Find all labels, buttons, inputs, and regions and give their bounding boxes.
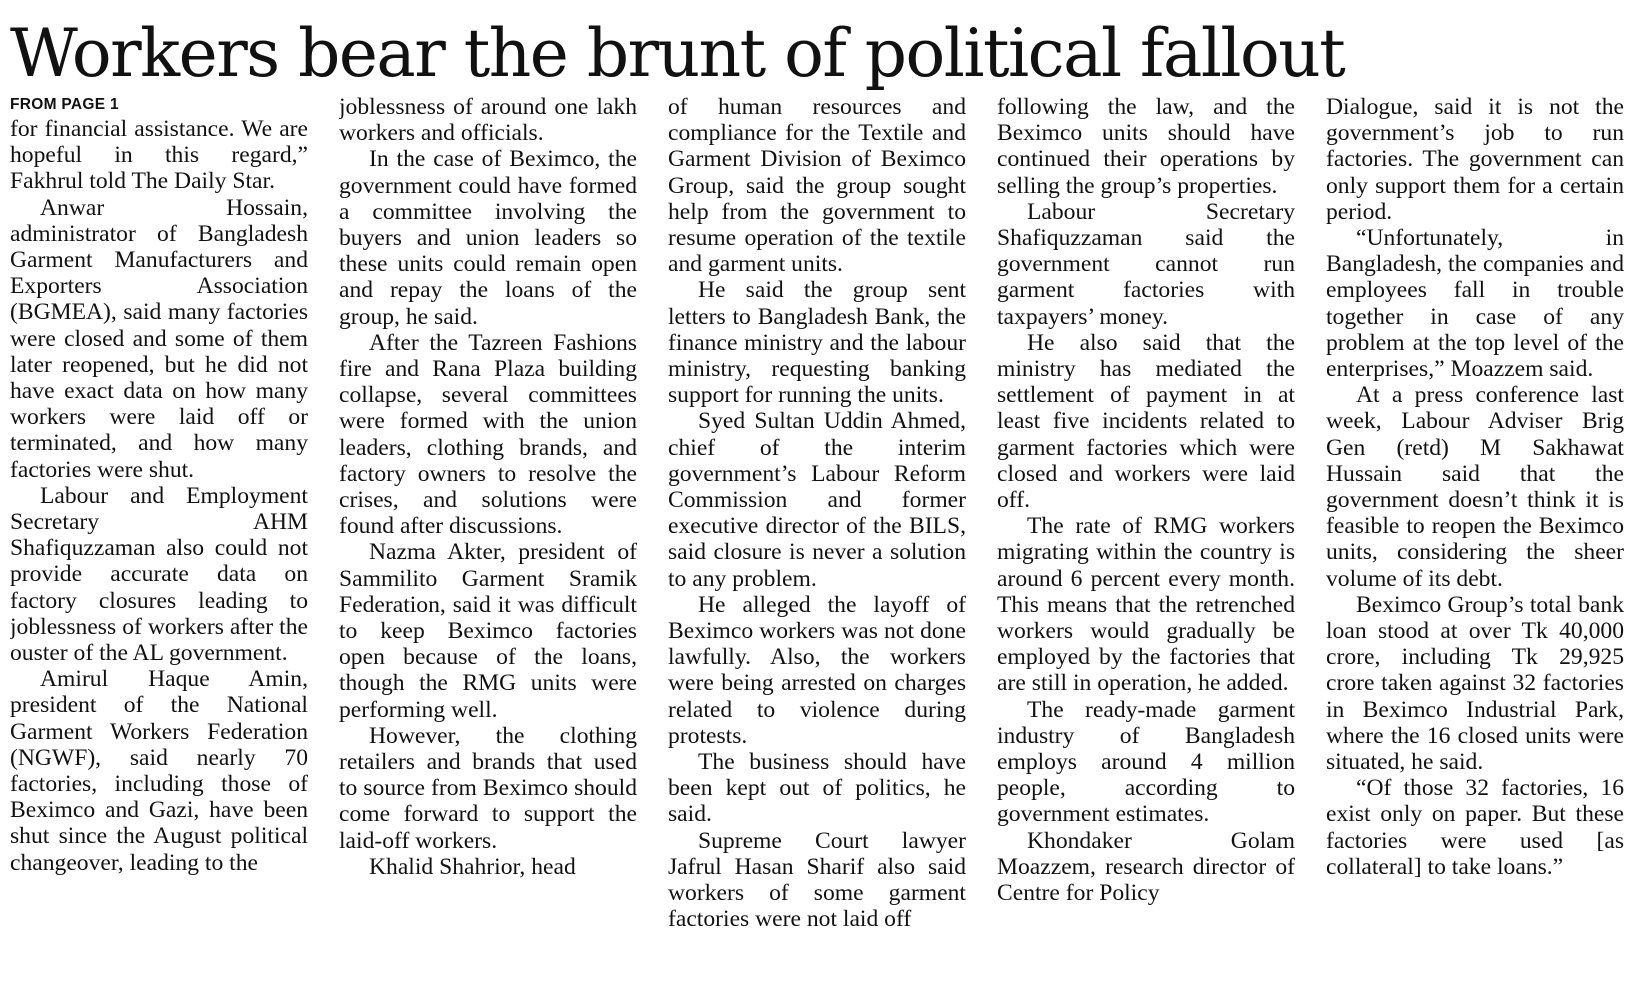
- paragraph: Dialogue, said it is not the government’s job to run factories. The government can only support them for a certain period.: [1326, 94, 1624, 225]
- paragraph: Nazma Akter, president of Sammilito Garment Sramik Federation, said it was difficult to keep Beximco factories open because of the loans, though the RMG units were performing well.: [339, 539, 637, 723]
- paragraph: The rate of RMG workers migrating within the country is around 6 percent every month. This means that the retrenched workers would gradually be employed by the factories that are still in operation, he added.: [997, 513, 1295, 697]
- article-column-4: [997, 94, 1295, 992]
- paragraph: In the case of Beximco, the government could have formed a committee involving the buyers and union leaders so these units could remain open and repay the loans of the group, he said.: [339, 146, 637, 330]
- paragraph: Supreme Court lawyer Jafrul Hasan Sharif also said workers of some garment factories were not laid off: [668, 827, 966, 933]
- paragraph: Syed Sultan Uddin Ahmed, chief of the interim government’s Labour Reform Commission and former executive director of the BILS, said closure is never a solution to any problem.: [668, 408, 966, 592]
- paragraph: Labour and Employment Secretary AHM Shafiquzzaman also could not provide accurate data on factory closures leading to joblessness of workers after the ouster of the AL government.: [10, 482, 308, 667]
- paragraph: Anwar Hossain, administrator of Bangladesh Garment Manufacturers and Exporters Association (BGMEA), said many factories were closed and some of them later reopened, but he did not have exact data on how many workers were laid off or terminated, and how many factories were shut.: [10, 194, 308, 483]
- paragraph: Amirul Haque Amin, president of the National Garment Workers Federation (NGWF), said nearly 70 factories, including those of Beximco and Gazi, have been shut since the August political changeover, leading to the: [10, 666, 308, 876]
- paragraph: The business should have been kept out of politics, he said.: [668, 749, 966, 828]
- paragraph: Beximco Group’s total bank loan stood at over Tk 40,000 crore, including Tk 29,925 crore taken against 32 factories in Beximco Industrial Park, where the 16 closed units were situated, he said.: [1326, 591, 1624, 776]
- kicker-from-page: FROM PAGE 1: [10, 96, 119, 113]
- article-column-5: [1326, 94, 1624, 992]
- article-column-1: [10, 94, 308, 992]
- paragraph: Labour Secretary Shafiquzzaman said the government cannot run garment factories with taxpayers’ money.: [997, 198, 1295, 330]
- paragraph: At a press conference last week, Labour Adviser Brig Gen (retd) M Sakhawat Hussain said that the government doesn’t think it is feasible to reopen the Beximco units, considering the sheer volume of its debt.: [1326, 382, 1624, 592]
- paragraph: He alleged the layoff of Beximco workers was not done lawfully. Also, the workers were being arrested on charges related to violence during protests.: [668, 591, 966, 749]
- headline: Workers bear the brunt of political fallout: [10, 15, 1345, 92]
- paragraph: “Of those 32 factories, 16 exist only on paper. But these factories were used [as collateral] to take loans.”: [1326, 775, 1624, 880]
- article-column-2: [339, 94, 637, 992]
- paragraph: Khondaker Golam Moazzem, research director of Centre for Policy: [997, 827, 1295, 907]
- paragraph: of human resources and compliance for the Textile and Garment Division of Beximco Group, said the group sought help from the government to resume operation of the textile and garment units.: [668, 94, 966, 278]
- article-column-3: [668, 94, 966, 992]
- paragraph: for financial assistance. We are hopeful in this regard,” Fakhrul told The Daily Star.: [10, 116, 308, 195]
- paragraph: The ready-made garment industry of Bangladesh employs around 4 million people, according to government estimates.: [997, 696, 1295, 828]
- paragraph: He said the group sent letters to Bangladesh Bank, the finance ministry and the labour ministry, requesting banking support for running the units.: [668, 277, 966, 409]
- paragraph: Khalid Shahrior, head: [369, 853, 576, 880]
- paragraph: After the Tazreen Fashions fire and Rana Plaza building collapse, several committees were formed with the union leaders, clothing brands, and factory owners to resolve the crises, and solutions were found after discussions.: [339, 329, 637, 540]
- paragraph: However, the clothing retailers and brands that used to source from Beximco should come forward to support the laid-off workers.: [339, 722, 637, 854]
- paragraph: following the law, and the Beximco units should have continued their operations by selling the group’s properties.: [997, 94, 1295, 199]
- paragraph: He also said that the ministry has mediated the settlement of payment in at least five incidents related to garment factories which were closed and workers were laid off.: [997, 329, 1295, 514]
- article-body: [10, 94, 1624, 992]
- paragraph: joblessness of around one lakh workers and officials.: [339, 94, 637, 147]
- paragraph: “Unfortunately, in Bangladesh, the companies and employees fall in trouble together in case of any problem at the top level of the enterprises,” Moazzem said.: [1326, 225, 1624, 383]
